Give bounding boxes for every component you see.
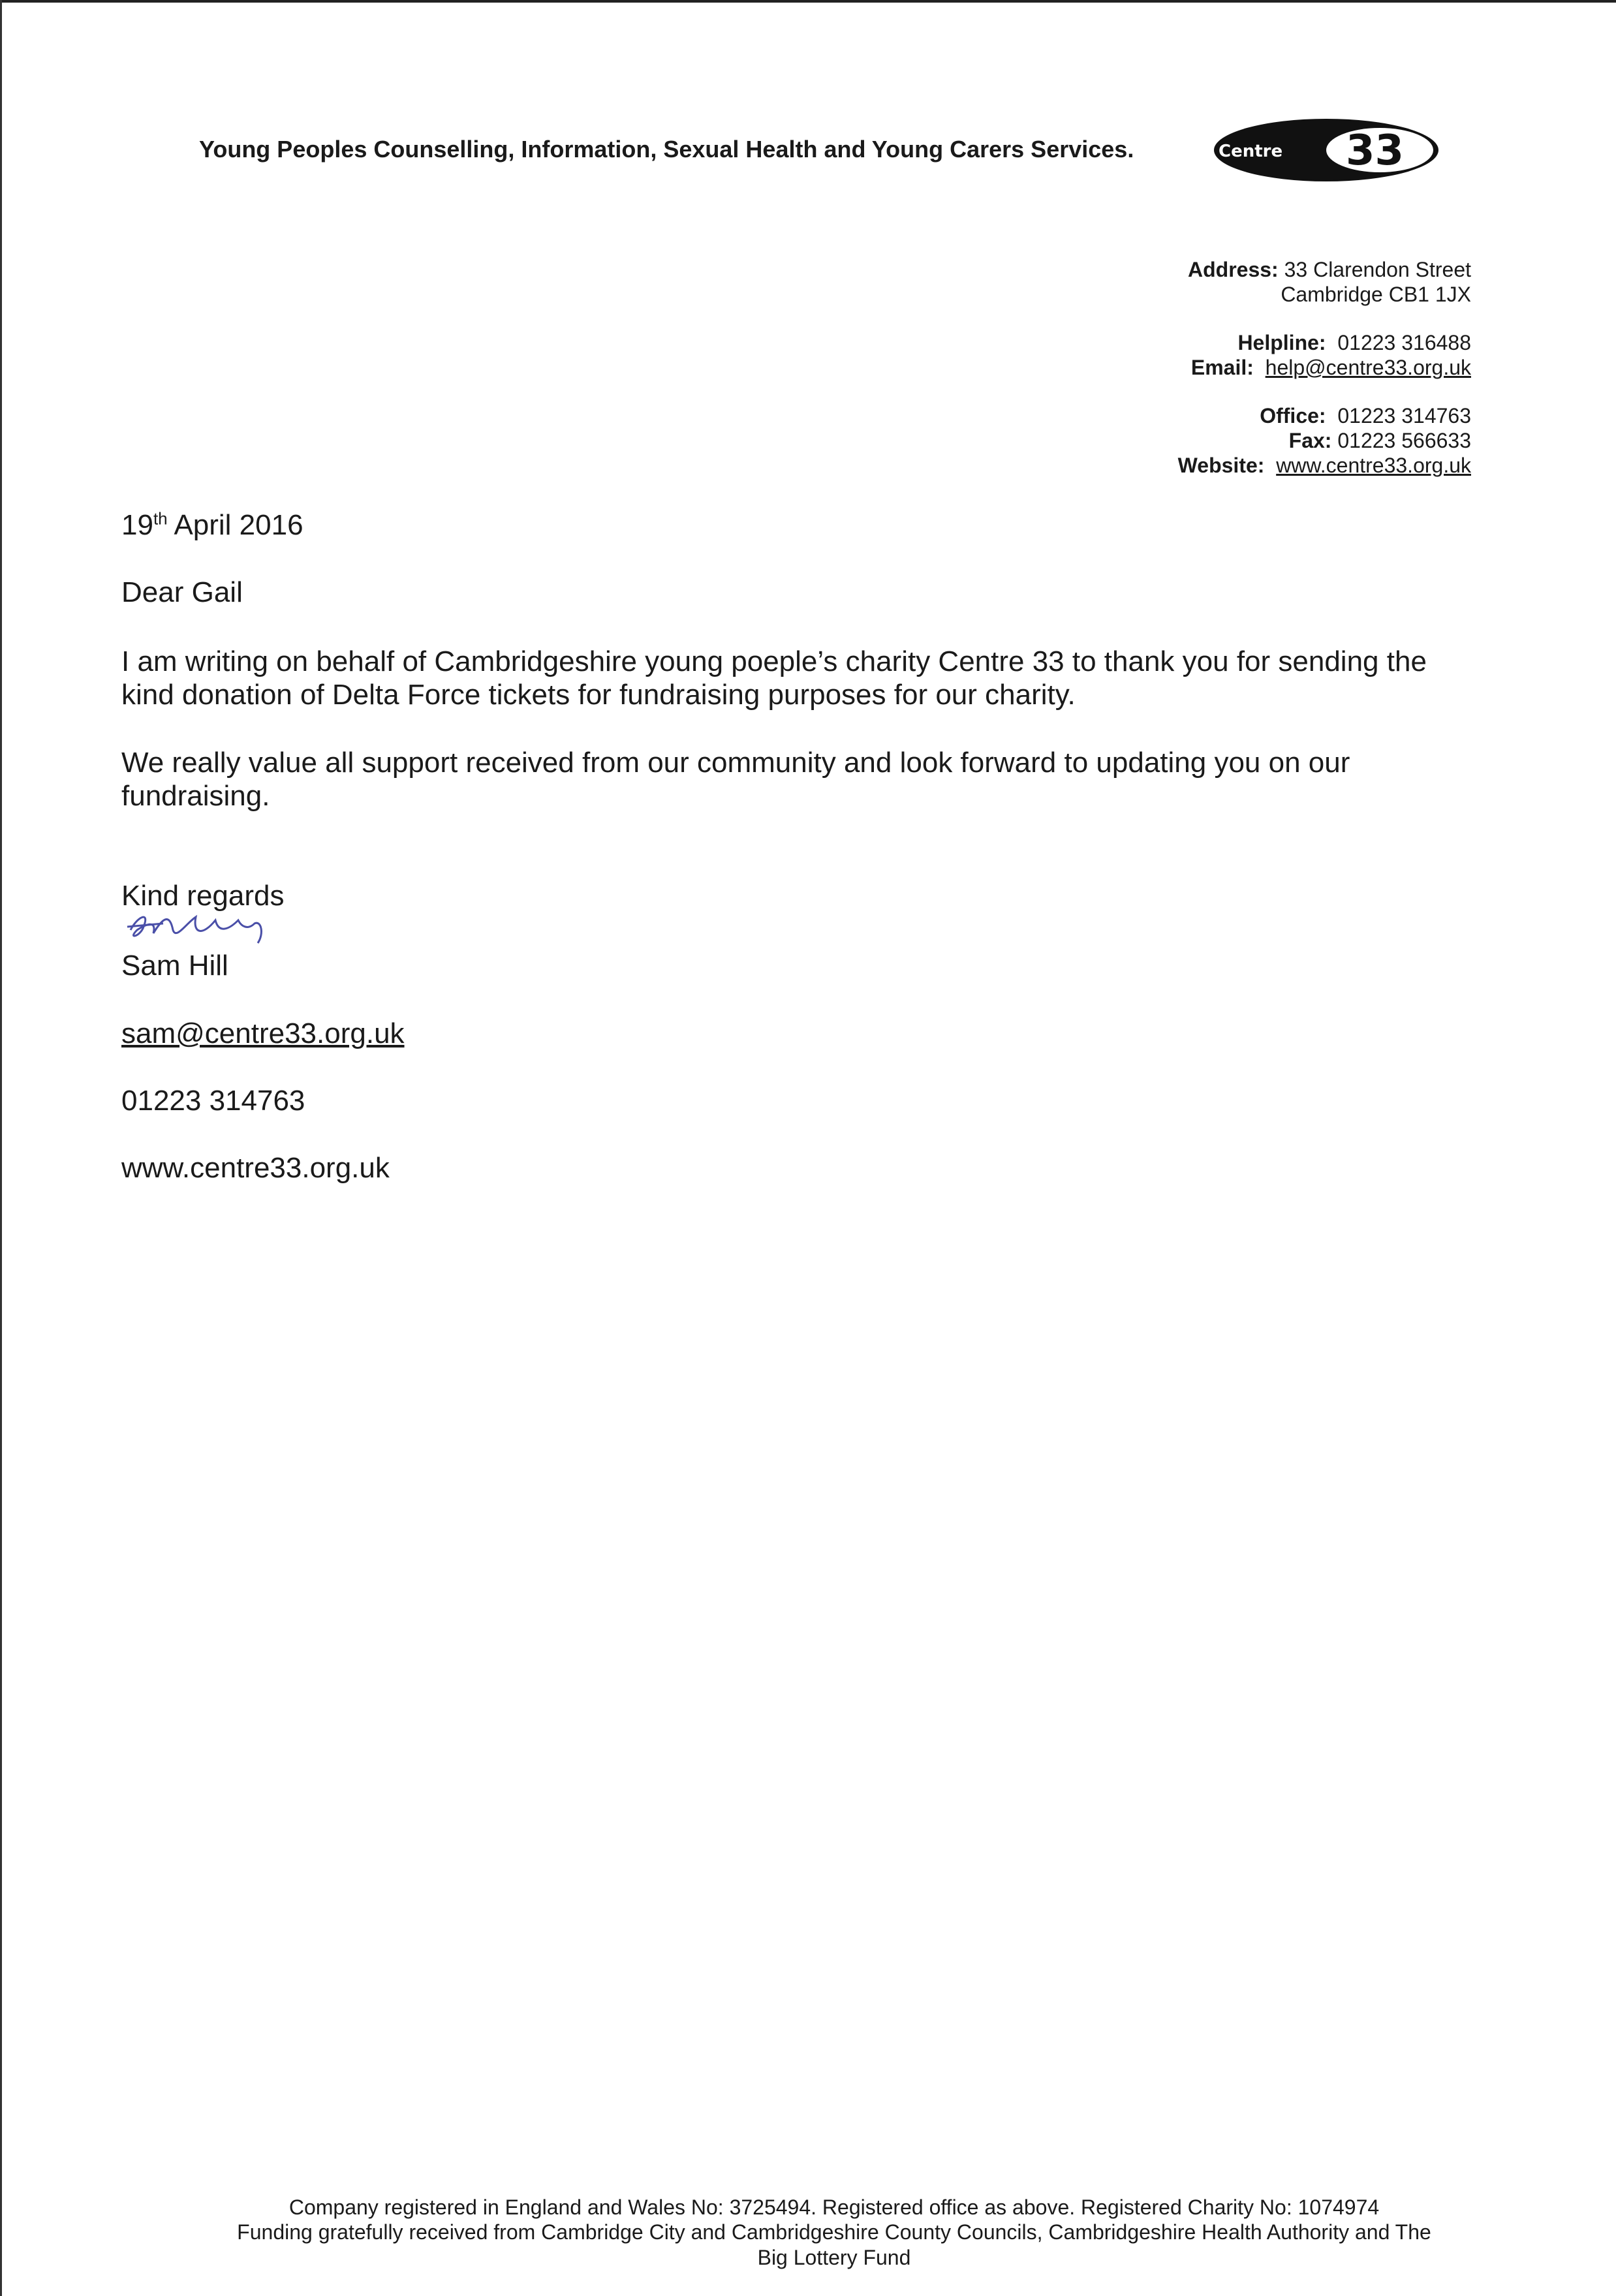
paragraph-1-line-2: kind donation of Delta Force tickets for fundraising purposes for our charity. <box>121 679 1076 711</box>
email-row <box>1191 355 1471 380</box>
fax-row <box>1289 428 1471 453</box>
footer-registration: Company registered in England and Wales No: 3725494. Registered office as above. Registered Charity No: 1074974 <box>288 2195 1380 2219</box>
logo-word: Centre <box>1219 142 1283 161</box>
address-label: Address: <box>1188 258 1279 281</box>
logo-number: 33 <box>1346 127 1405 175</box>
date-day: 19 <box>121 509 153 541</box>
salutation: Dear Gail <box>121 576 243 608</box>
email-label: Email: <box>1190 356 1254 379</box>
date-month-year: April 2016 <box>167 509 303 541</box>
website-link[interactable]: www.centre33.org.uk <box>1276 454 1471 477</box>
centre33-logo <box>1212 117 1440 183</box>
signer-website: www.centre33.org.uk <box>121 1152 390 1184</box>
email-link[interactable]: help@centre33.org.uk <box>1265 356 1471 379</box>
website-row <box>1178 453 1471 478</box>
letterhead-tagline: Young Peoples Counselling, Information, Sexual Health and Young Carers Services. <box>199 136 1134 163</box>
website-label: Website: <box>1177 454 1265 477</box>
office-label: Office: <box>1260 404 1326 427</box>
paragraph-2-line-1: We really value all support received from our community and look forward to updating you on our <box>121 747 1350 779</box>
date-suffix: th <box>153 508 168 529</box>
helpline-number: 01223 316488 <box>1337 331 1471 354</box>
scan-edge-left <box>0 0 2 2296</box>
helpline-label: Helpline: <box>1237 331 1326 354</box>
office-number: 01223 314763 <box>1337 404 1471 427</box>
paragraph-1-line-1: I am writing on behalf of Cambridgeshire young poeple’s charity Centre 33 to thank you for sending the <box>121 645 1427 677</box>
address-line-2: Cambridge CB1 1JX <box>1281 283 1471 306</box>
fax-number: 01223 566633 <box>1337 429 1471 452</box>
signer-name: Sam Hill <box>121 950 228 982</box>
address-street: 33 Clarendon Street <box>1284 258 1471 281</box>
helpline-row <box>1237 330 1471 355</box>
handwritten-signature <box>124 904 320 950</box>
fax-label: Fax: <box>1288 429 1332 452</box>
footer-funding-cont: Big Lottery Fund <box>757 2246 911 2269</box>
signer-email-link[interactable]: sam@centre33.org.uk <box>121 1017 405 1049</box>
closing: Kind regards <box>121 880 285 912</box>
address-line-1 <box>1188 257 1471 282</box>
office-row <box>1260 403 1471 428</box>
signer-phone: 01223 314763 <box>121 1085 305 1117</box>
footer-funding: Funding gratefully received from Cambridge City and Cambridgeshire County Councils, Cambridgeshire Health Authority and The <box>237 2220 1431 2244</box>
scan-edge-top <box>0 0 1616 3</box>
letter-date <box>121 508 303 542</box>
paragraph-2-line-2: fundraising. <box>121 780 270 812</box>
